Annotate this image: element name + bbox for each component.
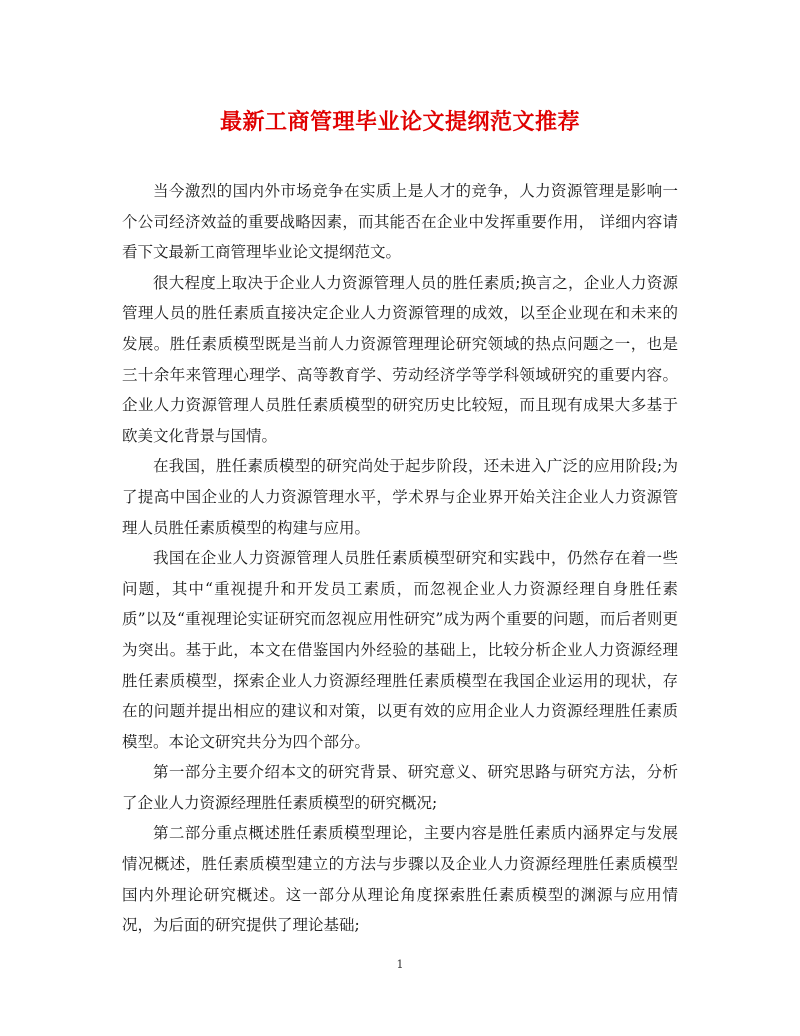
paragraph: 第二部分重点概述胜任素质模型理论，主要内容是胜任素质内涵界定与发展情况概述，胜任素质模型建立的方法与步骤以及企业人力资源经理胜任素质模型国内外理论研究概述。这一部分从理论角度探索胜任素质模型的渊源与应用情况，为后面的研究提供了理论基础;	[122, 824, 678, 935]
document-title: 最新工商管理毕业论文提纲范文推荐	[219, 109, 580, 135]
paragraph: 在我国，胜任素质模型的研究尚处于起步阶段，还未进入广泛的应用阶段;为了提高中国企业的人力资源管理水平，学术界与企业界开始关注企业人力资源管理人员胜任素质模型的构建与应用。	[122, 457, 678, 537]
paragraph: 当今激烈的国内外市场竞争在实质上是人才的竞争，人力资源管理是影响一个公司经济效益的重要战略因素，而其能否在企业中发挥重要作用， 详细内容请看下文最新工商管理毕业论文提纲范文。	[122, 182, 678, 262]
page-number: 1	[396, 958, 404, 971]
document-body	[122, 176, 678, 941]
paragraph: 我国在企业人力资源管理人员胜任素质模型研究和实践中，仍然存在着一些问题，其中“重视提升和开发员工素质，而忽视企业人力资源经理自身胜任素质”以及“重视理论实证研究而忽视应用性研究”成为两个重要的问题，而后者则更为突出。基于此，本文在借鉴国内外经验的基础上，比较分析企业人力资源经理胜任素质模型，探索企业人力资源经理胜任素质模型在我国企业运用的现状，存在的问题并提出相应的建议和对策，以更有效的应用企业人力资源经理胜任素质模型。本论文研究共分为四个部分。	[122, 549, 678, 751]
paragraph: 很大程度上取决于企业人力资源管理人员的胜任素质;换言之，企业人力资源管理人员的胜任素质直接决定企业人力资源管理的成效，以至企业现在和未来的发展。胜任素质模型既是当前人力资源管理理论研究领域的热点问题之一，也是三十余年来管理心理学、高等教育学、劳动经济学等学科领域研究的重要内容。企业人力资源管理人员胜任素质模型的研究历史比较短，而且现有成果大多基于欧美文化背景与国情。	[122, 273, 678, 445]
paragraph: 第一部分主要介绍本文的研究背景、研究意义、研究思路与研究方法，分析了企业人力资源经理胜任素质模型的研究概况;	[122, 763, 678, 812]
